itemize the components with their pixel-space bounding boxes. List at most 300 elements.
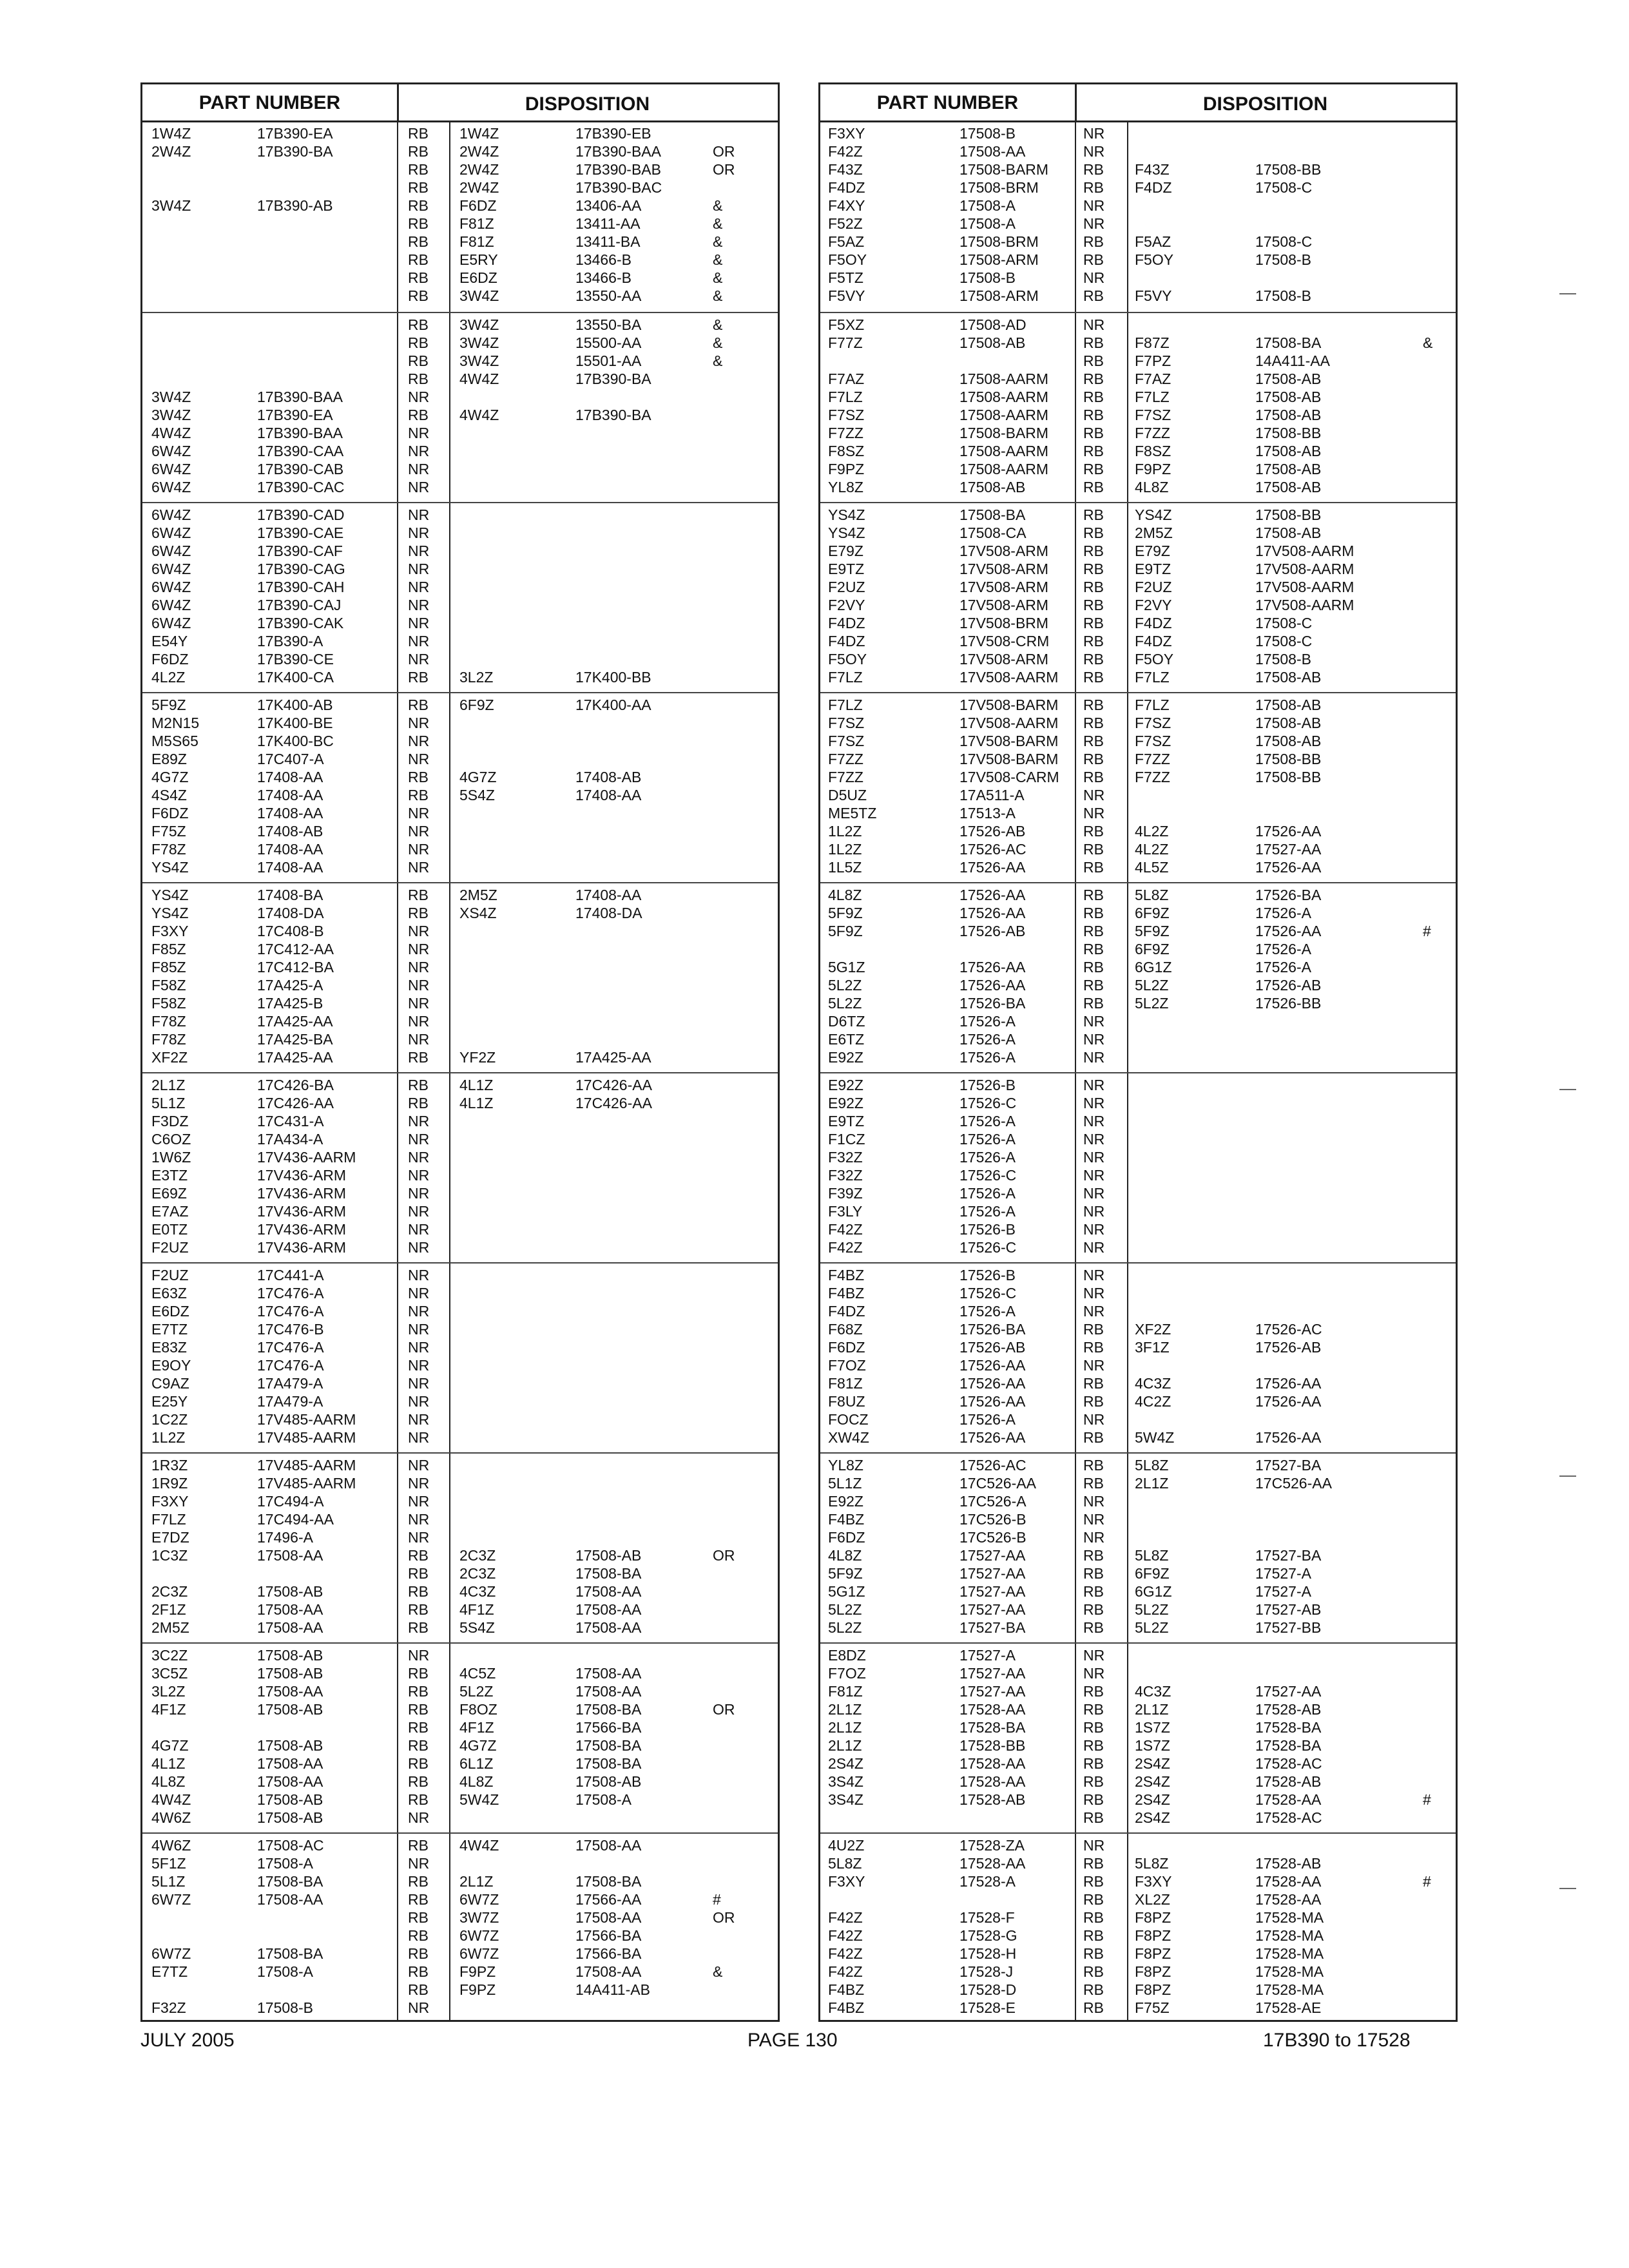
table-row (820, 406, 1456, 424)
table-row (820, 388, 1456, 406)
new-part-number: 17527-BA (1255, 1547, 1322, 1564)
part-prefix: YS4Z (151, 887, 189, 903)
new-part-number: 17V508-AARM (1255, 579, 1354, 595)
disposition-code: RB (1083, 941, 1104, 957)
disposition-code: RB (1083, 1719, 1104, 1736)
table-row (820, 316, 1456, 334)
new-part-number: 17508-AB (1255, 479, 1322, 495)
disposition-header: DISPOSITION (1202, 93, 1328, 115)
disposition-code: NR (408, 823, 430, 840)
disposition-code: RB (408, 905, 429, 921)
part-number: 17526-A (959, 1303, 1016, 1320)
row-group (820, 502, 1456, 693)
new-prefix: 5S4Z (459, 787, 495, 803)
part-number: 17B390-CAA (257, 443, 344, 459)
new-prefix: 6L1Z (459, 1755, 494, 1772)
table-row (142, 632, 778, 650)
part-number: 17K400-CA (257, 669, 334, 686)
table-row (142, 1890, 778, 1908)
table-row (820, 1854, 1456, 1872)
disposition-code: RB (408, 1837, 429, 1854)
disposition-code: RB (1083, 733, 1104, 749)
margin-tick (1559, 1475, 1576, 1477)
disposition-code: RB (1083, 161, 1104, 178)
part-prefix: F7ZZ (828, 425, 863, 441)
table-row (142, 1700, 778, 1718)
disposition-code: RB (1083, 524, 1104, 541)
part-number: 17526-AB (959, 923, 1026, 939)
new-part-number: 17K400-AA (575, 697, 651, 713)
part-prefix: F42Z (828, 1239, 863, 1256)
note: # (1423, 1873, 1431, 1890)
part-prefix: F2VY (828, 597, 865, 613)
new-part-number: 17566-AA (575, 1891, 642, 1908)
disposition-code: RB (408, 1077, 429, 1093)
new-prefix: XF2Z (1135, 1321, 1171, 1338)
part-prefix: F7LZ (151, 1511, 186, 1528)
new-part-number: 17508-AB (1255, 669, 1322, 686)
new-part-number: 17526-AA (1255, 1393, 1322, 1410)
disposition-code: NR (1083, 1493, 1105, 1510)
part-number: 17B390-CAC (257, 479, 345, 495)
part-number: 17C526-B (959, 1529, 1027, 1546)
new-part-number: 17C526-AA (1255, 1475, 1332, 1492)
table-row (142, 940, 778, 958)
part-prefix: F5OY (828, 251, 867, 268)
table-row (142, 578, 778, 596)
part-number: 17508-AB (257, 1701, 323, 1718)
disposition-code: RB (408, 370, 429, 387)
table-row (820, 1456, 1456, 1474)
new-prefix: 3W4Z (459, 287, 499, 304)
new-part-number: 17526-A (1255, 941, 1311, 957)
row-group (142, 882, 778, 1073)
part-prefix: F6DZ (828, 1339, 865, 1356)
new-prefix: F4DZ (1135, 615, 1172, 631)
disposition-code: RB (1083, 1457, 1104, 1474)
part-number: 17508-BRM (959, 233, 1039, 250)
new-prefix: F7ZZ (1135, 769, 1170, 785)
table-row (142, 714, 778, 732)
part-number: 17528-AA (959, 1855, 1026, 1872)
note: & (1423, 334, 1433, 351)
part-prefix: 6W4Z (151, 561, 191, 577)
disposition-code: RB (1083, 407, 1104, 423)
part-prefix: 2C3Z (151, 1583, 188, 1600)
table-row (820, 1908, 1456, 1927)
part-prefix: F58Z (151, 995, 186, 1012)
new-part-number: 13466-B (575, 269, 631, 286)
new-prefix: 4C2Z (1135, 1393, 1171, 1410)
table-row (142, 768, 778, 786)
table-row (820, 1220, 1456, 1238)
disposition-code: RB (1083, 1393, 1104, 1410)
disposition-code: RB (1083, 995, 1104, 1012)
part-number: 17527-AA (959, 1665, 1026, 1682)
part-prefix: YS4Z (151, 905, 189, 921)
table-row (142, 269, 778, 287)
part-prefix: F8UZ (828, 1393, 865, 1410)
part-number: 17508-ARM (959, 287, 1039, 304)
part-number: 17B390-BA (257, 143, 333, 160)
part-number: 17528-J (959, 1963, 1014, 1980)
part-number: 17V508-ARM (959, 579, 1049, 595)
disposition-code: NR (1083, 1095, 1105, 1111)
new-prefix: F2UZ (1135, 579, 1172, 595)
part-number: 17C426-BA (257, 1077, 334, 1093)
part-number: 17508-BA (959, 506, 1026, 523)
new-prefix: F8PZ (1135, 1909, 1171, 1926)
disposition-code: RB (1083, 506, 1104, 523)
part-number: 17C476-A (257, 1285, 324, 1302)
new-part-number: 17528-MA (1255, 1927, 1324, 1944)
table-row (142, 1564, 778, 1582)
part-prefix: F78Z (151, 1013, 186, 1030)
new-part-number: 17408-AB (575, 769, 642, 785)
disposition-code: RB (1083, 697, 1104, 713)
part-prefix: F5TZ (828, 269, 863, 286)
table-row (142, 1682, 778, 1700)
part-prefix: 5F9Z (828, 1565, 863, 1582)
table-row (142, 614, 778, 632)
part-prefix: XW4Z (828, 1429, 869, 1446)
table-row (142, 1410, 778, 1428)
table-row (820, 1338, 1456, 1356)
new-part-number: 17508-C (1255, 233, 1313, 250)
row-group (142, 1832, 778, 2024)
part-number: 17C408-B (257, 923, 324, 939)
part-number: 17528-AB (959, 1791, 1026, 1808)
new-part-number: 17508-AB (1255, 443, 1322, 459)
disposition-code: NR (408, 506, 430, 523)
part-number: 17C526-A (959, 1493, 1027, 1510)
new-part-number: 17B390-BAB (575, 161, 661, 178)
new-part-number: 17528-AA (1255, 1791, 1322, 1808)
table-row (142, 542, 778, 560)
table-row (820, 732, 1456, 750)
new-prefix: 6F9Z (1135, 905, 1170, 921)
part-number: 17526-BA (959, 995, 1026, 1012)
part-number: 17527-AA (959, 1601, 1026, 1618)
table-row (820, 1048, 1456, 1066)
table-row (142, 1112, 778, 1130)
table-row (820, 1202, 1456, 1220)
disposition-code: RB (408, 1701, 429, 1718)
part-prefix: 4F1Z (151, 1701, 186, 1718)
part-prefix: 6W7Z (151, 1945, 191, 1962)
new-part-number: 17K400-BB (575, 669, 651, 686)
disposition-code: NR (408, 1357, 430, 1374)
table-row (820, 197, 1456, 215)
new-part-number: 17526-AA (1255, 823, 1322, 840)
disposition-code: RB (408, 352, 429, 369)
disposition-code: RB (1083, 1999, 1104, 2016)
new-prefix: 4L2Z (1135, 823, 1169, 840)
part-prefix: F4DZ (828, 1303, 865, 1320)
new-part-number: 17508-BB (1255, 161, 1322, 178)
part-prefix: F7LZ (828, 697, 863, 713)
disposition-code: NR (408, 1149, 430, 1166)
table-row (820, 1981, 1456, 1999)
disposition-code: NR (408, 651, 430, 668)
part-prefix: YL8Z (828, 1457, 863, 1474)
part-prefix: 2F1Z (151, 1601, 186, 1618)
disposition-code: NR (408, 1375, 430, 1392)
part-prefix: 6W4Z (151, 506, 191, 523)
table-row (820, 1510, 1456, 1528)
part-prefix: F42Z (828, 1221, 863, 1238)
table-row (142, 1791, 778, 1809)
table-row (142, 370, 778, 388)
footer-range: 17B390 to 17528 (1263, 2030, 1411, 2051)
table-row (142, 976, 778, 994)
disposition-code: NR (1083, 215, 1105, 232)
new-part-number: 17508-AA (575, 1583, 642, 1600)
part-prefix: F5AZ (828, 233, 865, 250)
part-prefix: F2UZ (151, 1267, 189, 1283)
part-number: 17B390-BAA (257, 389, 343, 405)
new-part-number: 17508-AB (1255, 370, 1322, 387)
new-prefix: 4W4Z (459, 407, 499, 423)
part-prefix: E0TZ (151, 1221, 188, 1238)
new-prefix: 6F9Z (1135, 941, 1170, 957)
disposition-code: RB (408, 1945, 429, 1962)
disposition-code: NR (1083, 1647, 1105, 1664)
table-row (142, 233, 778, 251)
table-row (820, 560, 1456, 578)
new-part-number: 17508-AA (575, 1601, 642, 1618)
disposition-code: NR (1083, 1357, 1105, 1374)
part-prefix: 6W4Z (151, 597, 191, 613)
note: OR (713, 1701, 735, 1718)
table-row (820, 124, 1456, 142)
table-row (820, 1474, 1456, 1492)
part-prefix: 4W6Z (151, 1837, 191, 1854)
table-row (142, 1754, 778, 1773)
disposition-code: NR (408, 1475, 430, 1492)
part-prefix: F4BZ (828, 1285, 865, 1302)
table-row (820, 1999, 1456, 2017)
new-part-number: 17V508-AARM (1255, 597, 1354, 613)
new-prefix: 2L1Z (459, 1873, 494, 1890)
disposition-code: RB (408, 143, 429, 160)
part-number: 17508-CA (959, 524, 1027, 541)
table-row (142, 1600, 778, 1619)
part-prefix: E7TZ (151, 1963, 188, 1980)
row-group (142, 692, 778, 883)
part-number: 17C407-A (257, 751, 324, 767)
disposition-code: RB (1083, 461, 1104, 477)
part-number: 17B390-CAG (257, 561, 345, 577)
disposition-code: NR (408, 1411, 430, 1428)
table-row (142, 1428, 778, 1446)
new-prefix: 4L8Z (1135, 479, 1169, 495)
disposition-code: RB (408, 1773, 429, 1790)
table-row (820, 840, 1456, 858)
part-number: 17508-AARM (959, 389, 1049, 405)
table-row (820, 1890, 1456, 1908)
disposition-code: NR (408, 977, 430, 994)
part-prefix: 3L2Z (151, 1683, 186, 1700)
table-row (142, 804, 778, 822)
disposition-code: RB (1083, 1683, 1104, 1700)
part-prefix: 3S4Z (828, 1791, 863, 1808)
part-number: 17528-E (959, 1999, 1016, 2016)
disposition-code: RB (1083, 633, 1104, 649)
new-part-number: 17527-A (1255, 1565, 1311, 1582)
disposition-code: RB (1083, 597, 1104, 613)
part-number: 17526-B (959, 1077, 1016, 1093)
table-row (142, 732, 778, 750)
disposition-code: RB (408, 233, 429, 250)
new-part-number: 17B390-EB (575, 125, 651, 142)
table-row (142, 904, 778, 922)
disposition-code: RB (408, 334, 429, 351)
new-part-number: 17A425-AA (575, 1049, 651, 1066)
part-number: 17508-BA (257, 1945, 323, 1962)
new-part-number: 17408-AA (575, 887, 642, 903)
new-part-number: 17526-AB (1255, 977, 1322, 994)
new-part-number: 17B390-BA (575, 370, 651, 387)
part-number: 17526-A (959, 1031, 1016, 1048)
note: & (713, 197, 723, 214)
part-prefix: F42Z (828, 1945, 863, 1962)
part-number: 17526-A (959, 1149, 1016, 1166)
table-row (142, 424, 778, 442)
part-prefix: 5L2Z (828, 995, 862, 1012)
part-number: 17526-AB (959, 823, 1026, 840)
table-row (820, 287, 1456, 305)
table-row (820, 1012, 1456, 1030)
table-row (820, 632, 1456, 650)
table-row (142, 142, 778, 160)
table-row (142, 650, 778, 668)
table-row (142, 1510, 778, 1528)
new-part-number: 17566-BA (575, 1719, 642, 1736)
new-part-number: 17526-A (1255, 959, 1311, 975)
part-number: 17528-ZA (959, 1837, 1025, 1854)
table-row (142, 1012, 778, 1030)
part-prefix: F39Z (828, 1185, 863, 1202)
disposition-code: NR (1083, 1203, 1105, 1220)
disposition-code: RB (1083, 669, 1104, 686)
part-number-header: PART NUMBER (198, 92, 341, 113)
table-row (820, 478, 1456, 496)
new-part-number: 17528-AA (1255, 1891, 1322, 1908)
part-number: 17526-C (959, 1285, 1017, 1302)
disposition-code: RB (1083, 859, 1104, 876)
table-row (820, 922, 1456, 940)
part-number: 17508-BRM (959, 179, 1039, 196)
new-prefix: F43Z (1135, 161, 1170, 178)
table-row (820, 668, 1456, 686)
new-prefix: 4F1Z (459, 1719, 494, 1736)
new-prefix: 6G1Z (1135, 1583, 1172, 1600)
table-row (142, 1392, 778, 1410)
disposition-code: NR (1083, 1285, 1105, 1302)
disposition-code: RB (1083, 1927, 1104, 1944)
part-prefix: F32Z (828, 1149, 863, 1166)
table-row (820, 1302, 1456, 1320)
part-prefix: 4S4Z (151, 787, 187, 803)
row-group (820, 312, 1456, 503)
new-part-number: 17528-MA (1255, 1945, 1324, 1962)
table-row (820, 696, 1456, 714)
new-prefix: 2S4Z (1135, 1755, 1170, 1772)
part-number: 17526-A (959, 1185, 1016, 1202)
part-prefix: 1L5Z (828, 859, 862, 876)
new-part-number: 17527-A (1255, 1583, 1311, 1600)
table-row (820, 460, 1456, 478)
part-number: 17528-A (959, 1873, 1016, 1890)
row-group (820, 692, 1456, 883)
disposition-code: NR (1083, 1837, 1105, 1854)
right-parts-table (818, 82, 1458, 2022)
table-row (142, 388, 778, 406)
part-prefix: YL8Z (828, 479, 863, 495)
part-number: 17508-BARM (959, 161, 1049, 178)
new-part-number: 17527-AA (1255, 1683, 1322, 1700)
disposition-code: NR (408, 633, 430, 649)
part-prefix: 1W4Z (151, 125, 191, 142)
disposition-code: RB (408, 1619, 429, 1636)
table-row (820, 1927, 1456, 1945)
part-prefix: E92Z (828, 1095, 863, 1111)
new-prefix: 2W4Z (459, 179, 499, 196)
table-row (142, 1302, 778, 1320)
disposition-code: RB (408, 269, 429, 286)
new-part-number: 17508-C (1255, 179, 1313, 196)
part-prefix: 4L8Z (828, 887, 862, 903)
part-number: 17V508-CARM (959, 769, 1059, 785)
part-prefix: 1C2Z (151, 1411, 188, 1428)
new-part-number: 17528-AB (1255, 1855, 1322, 1872)
row-group (142, 1642, 778, 1834)
disposition-code: NR (408, 733, 430, 749)
part-number: 17508-AB (257, 1647, 323, 1664)
disposition-code: RB (1083, 233, 1104, 250)
new-part-number: 17526-AA (1255, 1375, 1322, 1392)
disposition-code: NR (408, 479, 430, 495)
part-number: 17408-AA (257, 841, 323, 858)
disposition-code: NR (1083, 1049, 1105, 1066)
part-prefix: F75Z (151, 823, 186, 840)
disposition-code: RB (1083, 1339, 1104, 1356)
new-part-number: 17408-DA (575, 905, 642, 921)
table-row (142, 1076, 778, 1094)
new-part-number: 17V508-AARM (1255, 561, 1354, 577)
new-prefix: 4C3Z (1135, 1375, 1171, 1392)
new-prefix: XS4Z (459, 905, 497, 921)
part-number: 17C476-B (257, 1321, 324, 1338)
new-prefix: 4L2Z (1135, 841, 1169, 858)
new-part-number: 17508-BA (575, 1737, 642, 1754)
new-part-number: 17508-B (1255, 287, 1311, 304)
part-number: 17V508-BARM (959, 733, 1059, 749)
part-number: 17508-AARM (959, 370, 1049, 387)
part-prefix: F4XY (828, 197, 865, 214)
part-number: 17V508-ARM (959, 561, 1049, 577)
table-row (142, 1836, 778, 1854)
part-number: 17V436-ARM (257, 1221, 347, 1238)
part-prefix: 3W4Z (151, 197, 191, 214)
new-part-number: 17508-BA (575, 1565, 642, 1582)
part-number: 17508-AB (257, 1583, 323, 1600)
part-prefix: 6W4Z (151, 543, 191, 559)
disposition-code: RB (408, 1791, 429, 1808)
footer-page: PAGE 130 (747, 2030, 838, 2051)
part-number: 17C412-AA (257, 941, 334, 957)
